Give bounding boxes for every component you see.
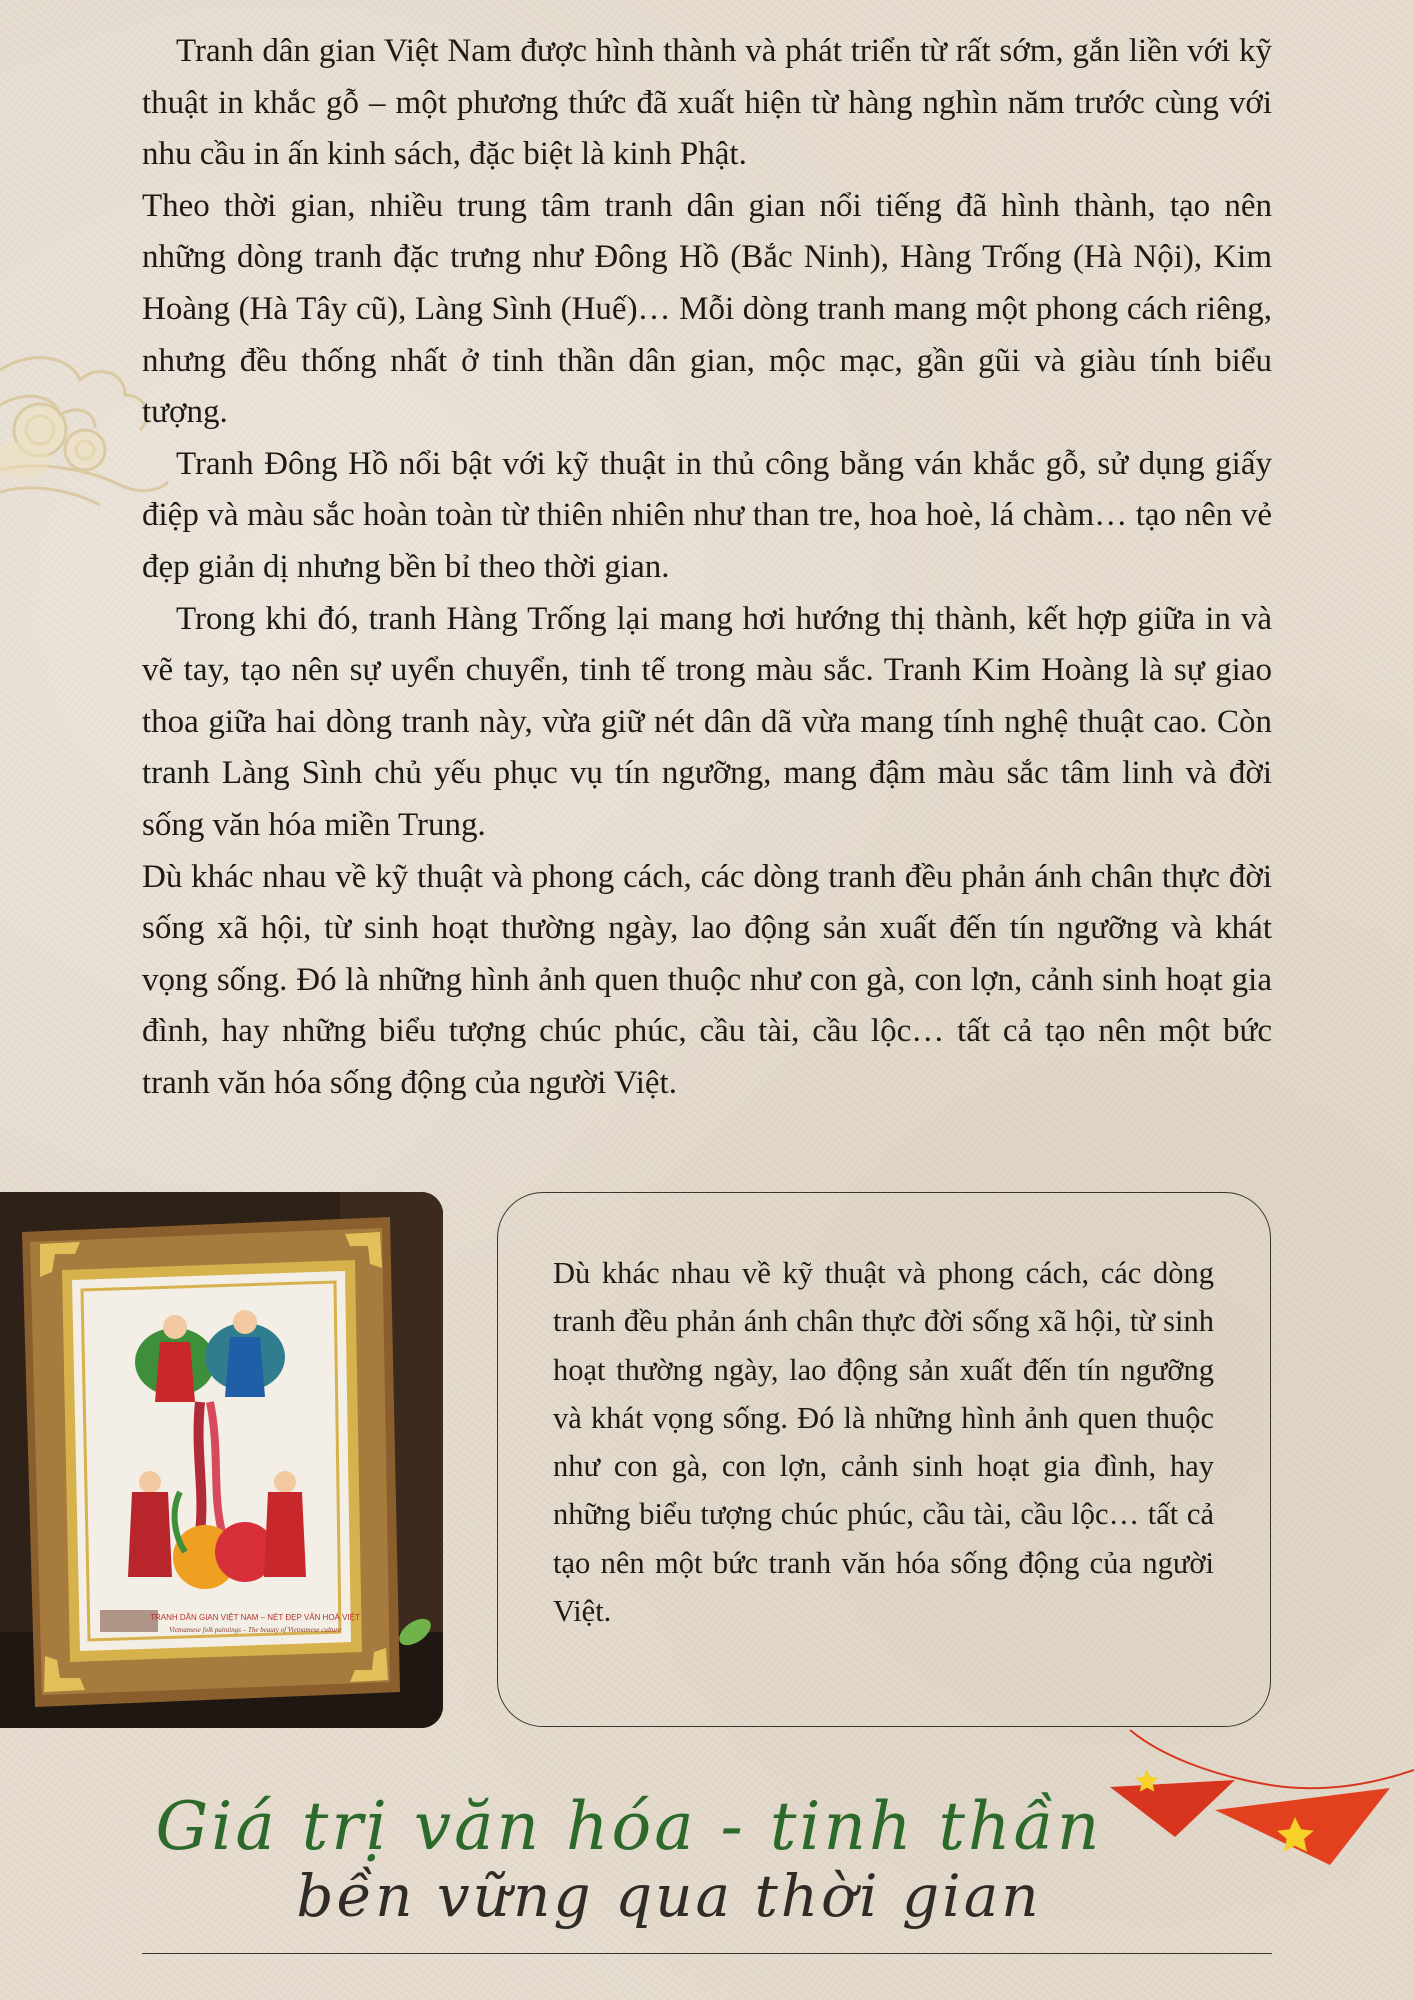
article-paragraph: Tranh dân gian Việt Nam được hình thành và phát triển từ rất sớm, gắn liền với kỹ thuật in khắc gỗ – một phương thức đã xuất hiện từ hàng nghìn năm trước cùng với nhu cầu in ấn kinh sách, đặc biệt là kinh Phật. xyxy=(142,33,1272,173)
article-paragraph: Trong khi đó, tranh Hàng Trống lại mang hơi hướng thị thành, kết hợp giữa in và vẽ tay, tạo nên sự uyển chuyển, tinh tế trong màu sắc. Tranh Kim Hoàng là sự giao thoa giữa hai dòng tranh này, vừa giữ nét dân dã vừa mang tính nghệ thuật cao. Còn tranh Làng Sình chủ yếu phục vụ tín ngưỡng, mang đậm màu sắc tâm linh và đời sống văn hóa miền Trung. xyxy=(142,600,1272,843)
painting-caption-2: Vietnamese folk paintings – The beauty of Vietnamese culture xyxy=(169,1626,341,1634)
framed-folk-painting-photo xyxy=(0,1192,443,1728)
framed-painting-illustration xyxy=(0,1192,443,1728)
quote-box xyxy=(497,1192,1271,1727)
section-heading-line-2: bền vững qua thời gian xyxy=(296,1862,1042,1930)
article-body xyxy=(142,26,1272,1109)
article-paragraph: Theo thời gian, nhiều trung tâm tranh dân gian nổi tiếng đã hình thành, tạo nên những dòng tranh đặc trưng như Đông Hồ (Bắc Ninh), Hàng Trống (Hà Nội), Kim Hoàng (Hà Tây cũ), Làng Sình (Huế)… Mỗi dòng tranh mang một phong cách riêng, nhưng đều thống nhất ở tinh thần dân gian, mộc mạc, gần gũi và giàu tính biểu tượng. xyxy=(142,187,1272,431)
bottom-divider xyxy=(142,1953,1272,1954)
section-heading-line-1: Giá trị văn hóa - tinh thần xyxy=(155,1788,1103,1865)
painting-caption-1: TRANH DÂN GIAN VIỆT NAM – NÉT ĐẸP VĂN HOÁ VIỆT xyxy=(150,1613,360,1622)
quote-text: Dù khác nhau về kỹ thuật và phong cách, các dòng tranh đều phản ánh chân thực đời sống xã hội, từ sinh hoạt thường ngày, lao động sản xuất đến tín ngưỡng và khát vọng sống. Đó là những hình ảnh quen thuộc như con gà, con lợn, cảnh sinh hoạt gia đình, hay những biểu tượng chúc phúc, cầu tài, cầu lộc… tất cả tạo nên một bức tranh văn hóa sống động của người Việt. xyxy=(553,1256,1214,1629)
article-paragraph: Dù khác nhau về kỹ thuật và phong cách, các dòng tranh đều phản ánh chân thực đời sống xã hội, từ sinh hoạt thường ngày, lao động sản xuất đến tín ngưỡng và khát vọng sống. Đó là những hình ảnh quen thuộc như con gà, con lợn, cảnh sinh hoạt gia đình, hay những biểu tượng chúc phúc, cầu tài, cầu lộc… tất cả tạo nên một bức tranh văn hóa sống động của người Việt. xyxy=(142,858,1272,1101)
article-paragraph: Tranh Đông Hồ nổi bật với kỹ thuật in thủ công bằng ván khắc gỗ, sử dụng giấy điệp và màu sắc hoàn toàn từ thiên nhiên như than tre, hoa hoè, lá chàm… tạo nên vẻ đẹp giản dị nhưng bền bỉ theo thời gian. xyxy=(142,445,1272,585)
